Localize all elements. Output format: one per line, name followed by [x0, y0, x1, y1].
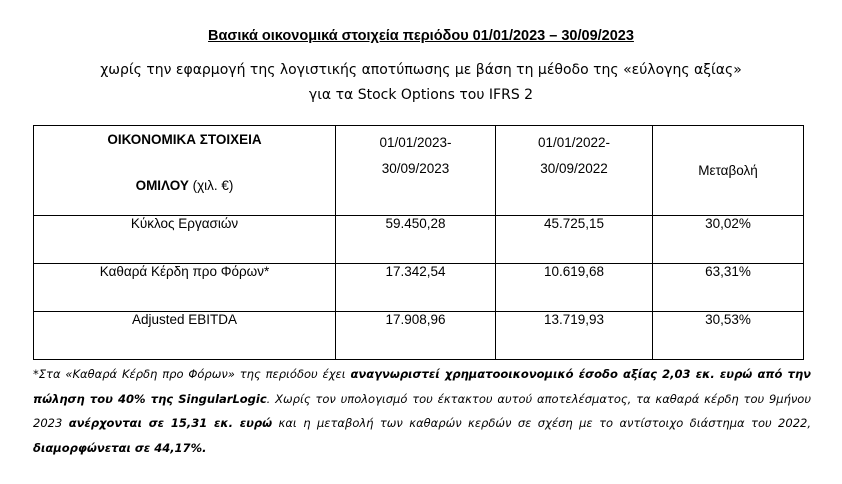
- header-unit-label: (χιλ. €): [188, 178, 234, 193]
- header-period-2023-end: 30/09/2023: [381, 161, 450, 176]
- document-title: Βασικά οικονομικά στοιχεία περιόδου 01/01/2023 – 30/09/2023: [208, 28, 634, 44]
- subtitle-line-1: χωρίς την εφαρμογή της λογιστικής αποτύπωσης με βάση τη μέθοδο της «εύλογης αξίας»: [100, 62, 742, 78]
- table-row: [34, 312, 804, 360]
- financial-table: [33, 125, 804, 360]
- row-label: Καθαρά Κέρδη προ Φόρων*: [34, 264, 336, 312]
- table-header-row: [34, 126, 804, 216]
- footnote-bold-2: ανέρχονται σε 15,31 εκ. ευρώ: [68, 416, 273, 430]
- footnote-bold-1: αναγνωριστεί χρηματοοικονομικό έσοδο αξίας 2,03 εκ. ευρώ από την πώληση του 40% της SingularLogic: [33, 367, 811, 406]
- header-group-label: ΟΜΙΛΟΥ: [135, 178, 189, 193]
- footnote-text-3: και η μεταβολή των καθαρών κερδών σε σχέση με το αντίστοιχο διάστημα του 2022,: [272, 416, 811, 430]
- header-financial-items: [34, 126, 336, 216]
- table-row: [34, 216, 804, 264]
- footnote-text-2: . Χωρίς τον υπολογισμό του έκτακτου αυτού αποτελέσματος, τα καθαρά κέρδη του 9μήνου 2023: [33, 391, 811, 430]
- subtitle-line-2: για τα Stock Options του IFRS 2: [308, 87, 534, 103]
- row-value-2023: 17.908,96: [336, 312, 496, 360]
- row-change: 30,53%: [653, 312, 804, 360]
- row-label: Κύκλος Εργασιών: [34, 216, 336, 264]
- row-change: 30,02%: [653, 216, 804, 264]
- header-change: Μεταβολή: [653, 126, 804, 216]
- footnote-text-1: *Στα «Καθαρά Κέρδη προ Φόρων» της περιόδου έχει: [33, 367, 351, 381]
- row-value-2023: 59.450,28: [336, 216, 496, 264]
- header-period-2023-start: 01/01/2023-: [379, 135, 452, 150]
- footnote: [33, 362, 811, 460]
- header-period-2022-end: 30/09/2022: [540, 161, 608, 176]
- row-value-2022: 45.725,15: [496, 216, 653, 264]
- footnote-bold-3: διαμορφώνεται σε 44,17%.: [33, 440, 207, 455]
- header-period-2023: [336, 126, 496, 216]
- table-row: [34, 264, 804, 312]
- row-value-2022: 10.619,68: [496, 264, 653, 312]
- row-change: 63,31%: [653, 264, 804, 312]
- row-value-2023: 17.342,54: [336, 264, 496, 312]
- header-financial-items-line1: ΟΙΚΟΝΟΜΙΚΑ ΣΤΟΙΧΕΙΑ: [107, 132, 262, 147]
- header-period-2022: [496, 126, 653, 216]
- header-period-2022-start: 01/01/2022-: [537, 135, 611, 150]
- header-financial-items-line2: [34, 178, 335, 193]
- row-label: Adjusted EBITDA: [34, 312, 336, 360]
- row-value-2022: 13.719,93: [496, 312, 653, 360]
